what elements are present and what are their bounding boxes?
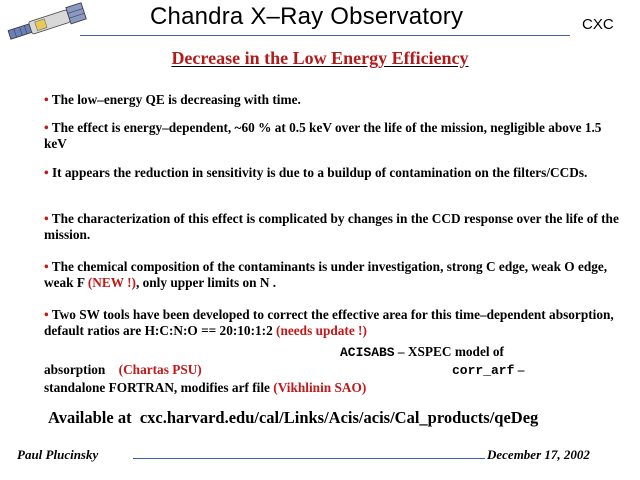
header-divider <box>80 35 570 36</box>
bullet-item <box>44 165 624 181</box>
tool-corrarf-dash: – <box>514 362 525 377</box>
header-org: CXC <box>582 16 614 33</box>
tool-corrarf-credit: (Vikhlinin SAO) <box>273 380 367 395</box>
available-line <box>48 408 538 428</box>
footer-date: December 17, 2002 <box>487 447 590 462</box>
bullet-text: The characterization of this effect is complicated by changes in the CCD response over the life of the mission. <box>44 211 619 242</box>
bullet-item <box>44 259 624 291</box>
bullet-marker: • <box>44 259 49 274</box>
bullet-item <box>44 211 624 243</box>
bullet-text-tail: , only upper limits on N . <box>135 275 277 290</box>
footer-author: Paul Plucinsky <box>17 447 99 462</box>
header-title: Chandra X–Ray Observatory <box>150 3 464 30</box>
available-url-link[interactable]: cxc.harvard.edu/cal/Links/Acis/acis/Cal_products/qeDeg <box>139 408 539 427</box>
bullet-item <box>44 307 624 339</box>
tool-acisabs-desc: – XSPEC model of <box>394 344 504 359</box>
footer-divider <box>133 458 485 459</box>
bullet-text: It appears the reduction in sensitivity is due to a buildup of contamination on the filters/CCDs. <box>48 165 588 180</box>
available-label: Available at <box>48 408 132 427</box>
tool-corrarf-desc: standalone FORTRAN, modifies arf file <box>44 380 274 395</box>
bullet-marker: • <box>44 120 49 135</box>
bullet-text: The chemical composition of the contaminants is under investigation, strong C edge, weak O edge, weak F <box>44 259 608 290</box>
tool-corrarf-name: corr_arf <box>452 363 515 378</box>
bullet-item <box>44 92 624 108</box>
tool-line-2 <box>44 362 604 378</box>
tool-acisabs-word: absorption <box>44 362 106 377</box>
tool-acisabs-name: ACISABS <box>340 345 395 360</box>
bullet-item <box>44 120 624 152</box>
new-badge: (NEW !) <box>87 275 136 290</box>
tool-acisabs-credit: (Chartas PSU) <box>118 362 202 377</box>
bullet-marker: • <box>44 165 49 180</box>
bullet-text: The effect is energy–dependent, ~60 % at 0.5 keV over the life of the mission, negligible above 1.5 keV <box>44 120 602 151</box>
bullet-text: Two SW tools have been developed to correct the effective area for this time–dependent absorption, default ratios are H:C:N:O == 20:10:1:2 <box>44 307 614 338</box>
tool-line-acisabs <box>340 344 504 360</box>
bullet-marker: • <box>44 211 49 226</box>
bullet-marker: • <box>44 307 49 322</box>
satellite-icon <box>6 2 90 46</box>
slide-title-text: Decrease in the Low Energy Efficiency <box>171 48 469 68</box>
bullet-text: The low–energy QE is decreasing with time. <box>48 92 301 107</box>
tool-line-corrarf <box>44 380 366 396</box>
needs-update-badge: (needs update !) <box>276 323 367 338</box>
slide-title <box>0 48 640 69</box>
bullet-marker: • <box>44 92 49 107</box>
